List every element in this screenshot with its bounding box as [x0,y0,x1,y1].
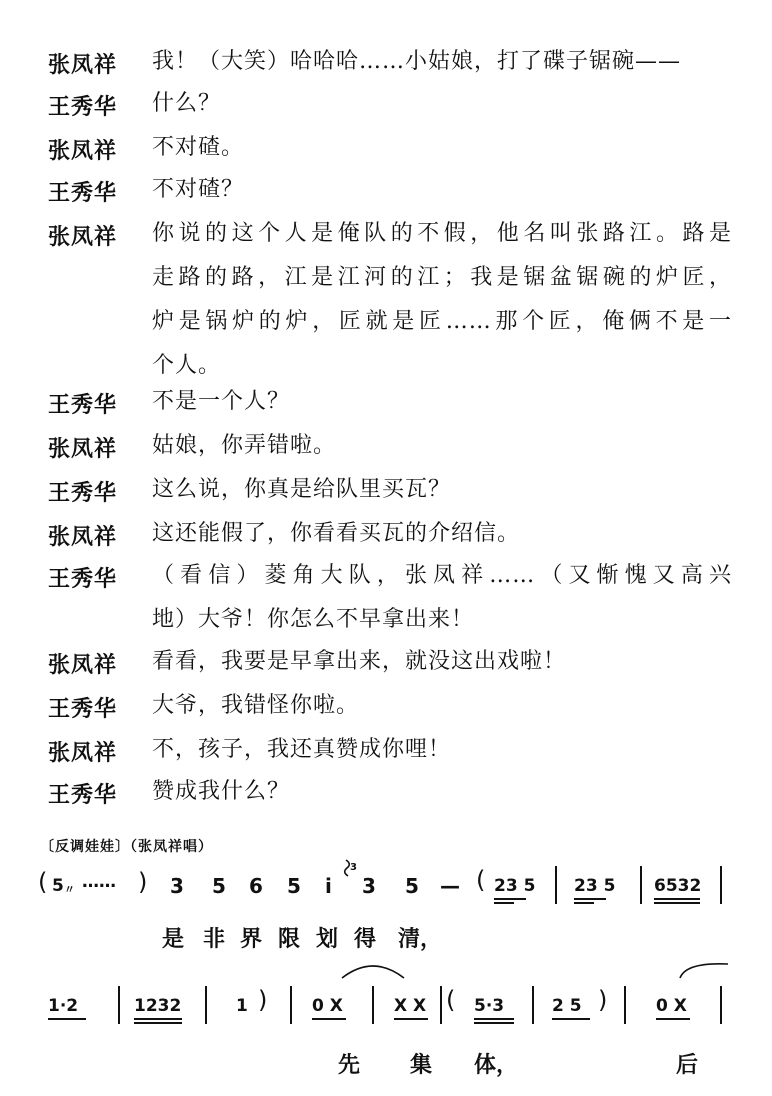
group-close-paren: ) [258,986,268,1014]
underline [474,1018,514,1020]
speech-line: 大爷，我错怪你啦。 [152,693,360,718]
group2-open-paren: ( [446,986,456,1014]
speaker-name: 张凤祥 [48,225,118,250]
speech-line: （看信）菱角大队，张凤祥……（又惭愧又高兴 [152,563,732,588]
speaker-name: 王秀华 [48,783,118,808]
note-5c: 5 [405,874,419,898]
bar-line [624,986,626,1024]
speech-line: 不是一个人？ [152,389,291,414]
speaker-name: 王秀华 [48,181,118,206]
numbered-music-score [0,830,772,1096]
speech-line: 赞成我什么？ [152,779,291,804]
lyric: 界 [240,926,263,952]
lyric: 集 [410,1052,433,1078]
intro-open-paren: ( [38,868,48,896]
grace-squiggle-icon [342,858,358,882]
note-high-1: i [325,874,332,898]
speech-text [152,424,732,468]
bar-line [118,986,120,1024]
underline [134,1018,182,1020]
underline [552,1018,590,1020]
speaker-name: 王秀华 [48,393,118,418]
bar-line [720,866,722,904]
score-header: 〔反调娃娃〕（张凤祥唱） [40,839,213,855]
underline [312,1018,346,1020]
speech-text [152,728,732,772]
speech-text [152,512,732,556]
bar-line [640,866,642,904]
bar-line [372,986,374,1024]
speech-line: 这么说，你真是给队里买瓦？ [152,477,452,502]
group-5-3: 5·3 [474,996,505,1016]
speech-line: 姑娘，你弄错啦。 [152,433,337,458]
speech-text [152,168,732,212]
intro-ellipsis: …… [82,872,116,892]
speaker-name: 王秀华 [48,95,118,120]
underline [134,1022,182,1024]
slur-tie-icon [676,958,732,982]
group-0x-b: 0 X [656,996,687,1016]
bar-line [440,986,442,1024]
speech-text [152,82,732,126]
underline [574,902,594,904]
group-1-2: 1·2 [48,996,79,1016]
group-235-a: 23 5 [494,876,536,896]
dash-hold: — [440,874,460,898]
note-3b: 3 [362,874,376,898]
group-6532: 6532 [654,876,702,896]
speech-line: 什么？ [152,91,222,116]
speech-line: 地）大爷！你怎么不早拿出来！ [152,607,475,632]
speech-text [152,212,732,388]
underline [654,902,700,904]
speaker-name: 王秀华 [48,481,118,506]
speaker-name: 张凤祥 [48,53,118,78]
bar-line [205,986,207,1024]
group-xx: X X [394,996,427,1016]
speech-text [152,126,732,170]
speech-text [152,554,732,642]
speaker-name: 张凤祥 [48,437,118,462]
speech-text [152,380,732,424]
speech-line: 炉是锅炉的炉，匠就是匠……那个匠，俺俩不是一 [152,309,732,334]
bar-line [720,986,722,1024]
group-open-paren: ( [476,866,486,894]
speech-text [152,40,732,84]
group-2-5: 2 5 [552,996,582,1016]
speaker-name: 张凤祥 [48,139,118,164]
lyric: 是 [162,926,185,952]
underline [574,898,606,900]
group2-close-paren: ) [598,986,608,1014]
note-6: 6 [249,874,263,898]
svg-text:3: 3 [350,862,357,873]
lyric: 非 [203,926,226,952]
speech-line: 不对碴？ [152,177,245,202]
speech-text [152,468,732,512]
speech-line: 我！（大笑）哈哈哈……小姑娘，打了碟子锯碗—— [152,49,682,74]
underline [48,1018,86,1020]
group-1: 1 [236,996,248,1016]
speech-text [152,684,732,728]
speech-text [152,640,732,684]
lyric: 限 [278,926,301,952]
lyric: 先 [338,1052,361,1078]
underline [654,898,700,900]
speech-line: 不对碴。 [152,135,245,160]
note-5b: 5 [287,874,301,898]
note-3: 3 [170,874,184,898]
note-5: 5 [212,874,226,898]
bar-line [290,986,292,1024]
speech-line: 走路的路，江是江河的江；我是锯盆锯碗的炉匠， [152,265,732,290]
underline [474,1022,514,1024]
intro-mark: 〃 [64,883,75,896]
intro-close-paren: ) [138,868,148,896]
speaker-name: 王秀华 [48,697,118,722]
bar-line [555,866,557,904]
speaker-name: 张凤祥 [48,525,118,550]
lyric: 体， [474,1052,519,1078]
speech-line: 这还能假了，你看看买瓦的介绍信。 [152,521,521,546]
lyric: 后 [676,1052,699,1078]
lyric: 清， [398,926,443,952]
group-0x-a: 0 X [312,996,343,1016]
speaker-name: 张凤祥 [48,653,118,678]
underline [656,1018,690,1020]
speech-text [152,770,732,814]
underline [494,898,526,900]
group-235-b: 23 5 [574,876,616,896]
speaker-name: 张凤祥 [48,741,118,766]
underline [394,1018,428,1020]
speech-line: 个人。 [152,353,222,378]
lyric: 得 [354,926,377,952]
speech-line: 你说的这个人是俺队的不假，他名叫张路江。路是 [152,221,732,246]
lyric: 划 [316,926,339,952]
speaker-name: 王秀华 [48,567,118,592]
slur-tie-icon [338,958,408,982]
intro-note: 5 [52,876,64,896]
speech-line: 不，孩子，我还真赞成你哩！ [152,737,452,762]
group-1232: 1232 [134,996,182,1016]
speech-line: 看看，我要是早拿出来，就没这出戏啦！ [152,649,567,674]
underline [494,902,514,904]
bar-line [532,986,534,1024]
